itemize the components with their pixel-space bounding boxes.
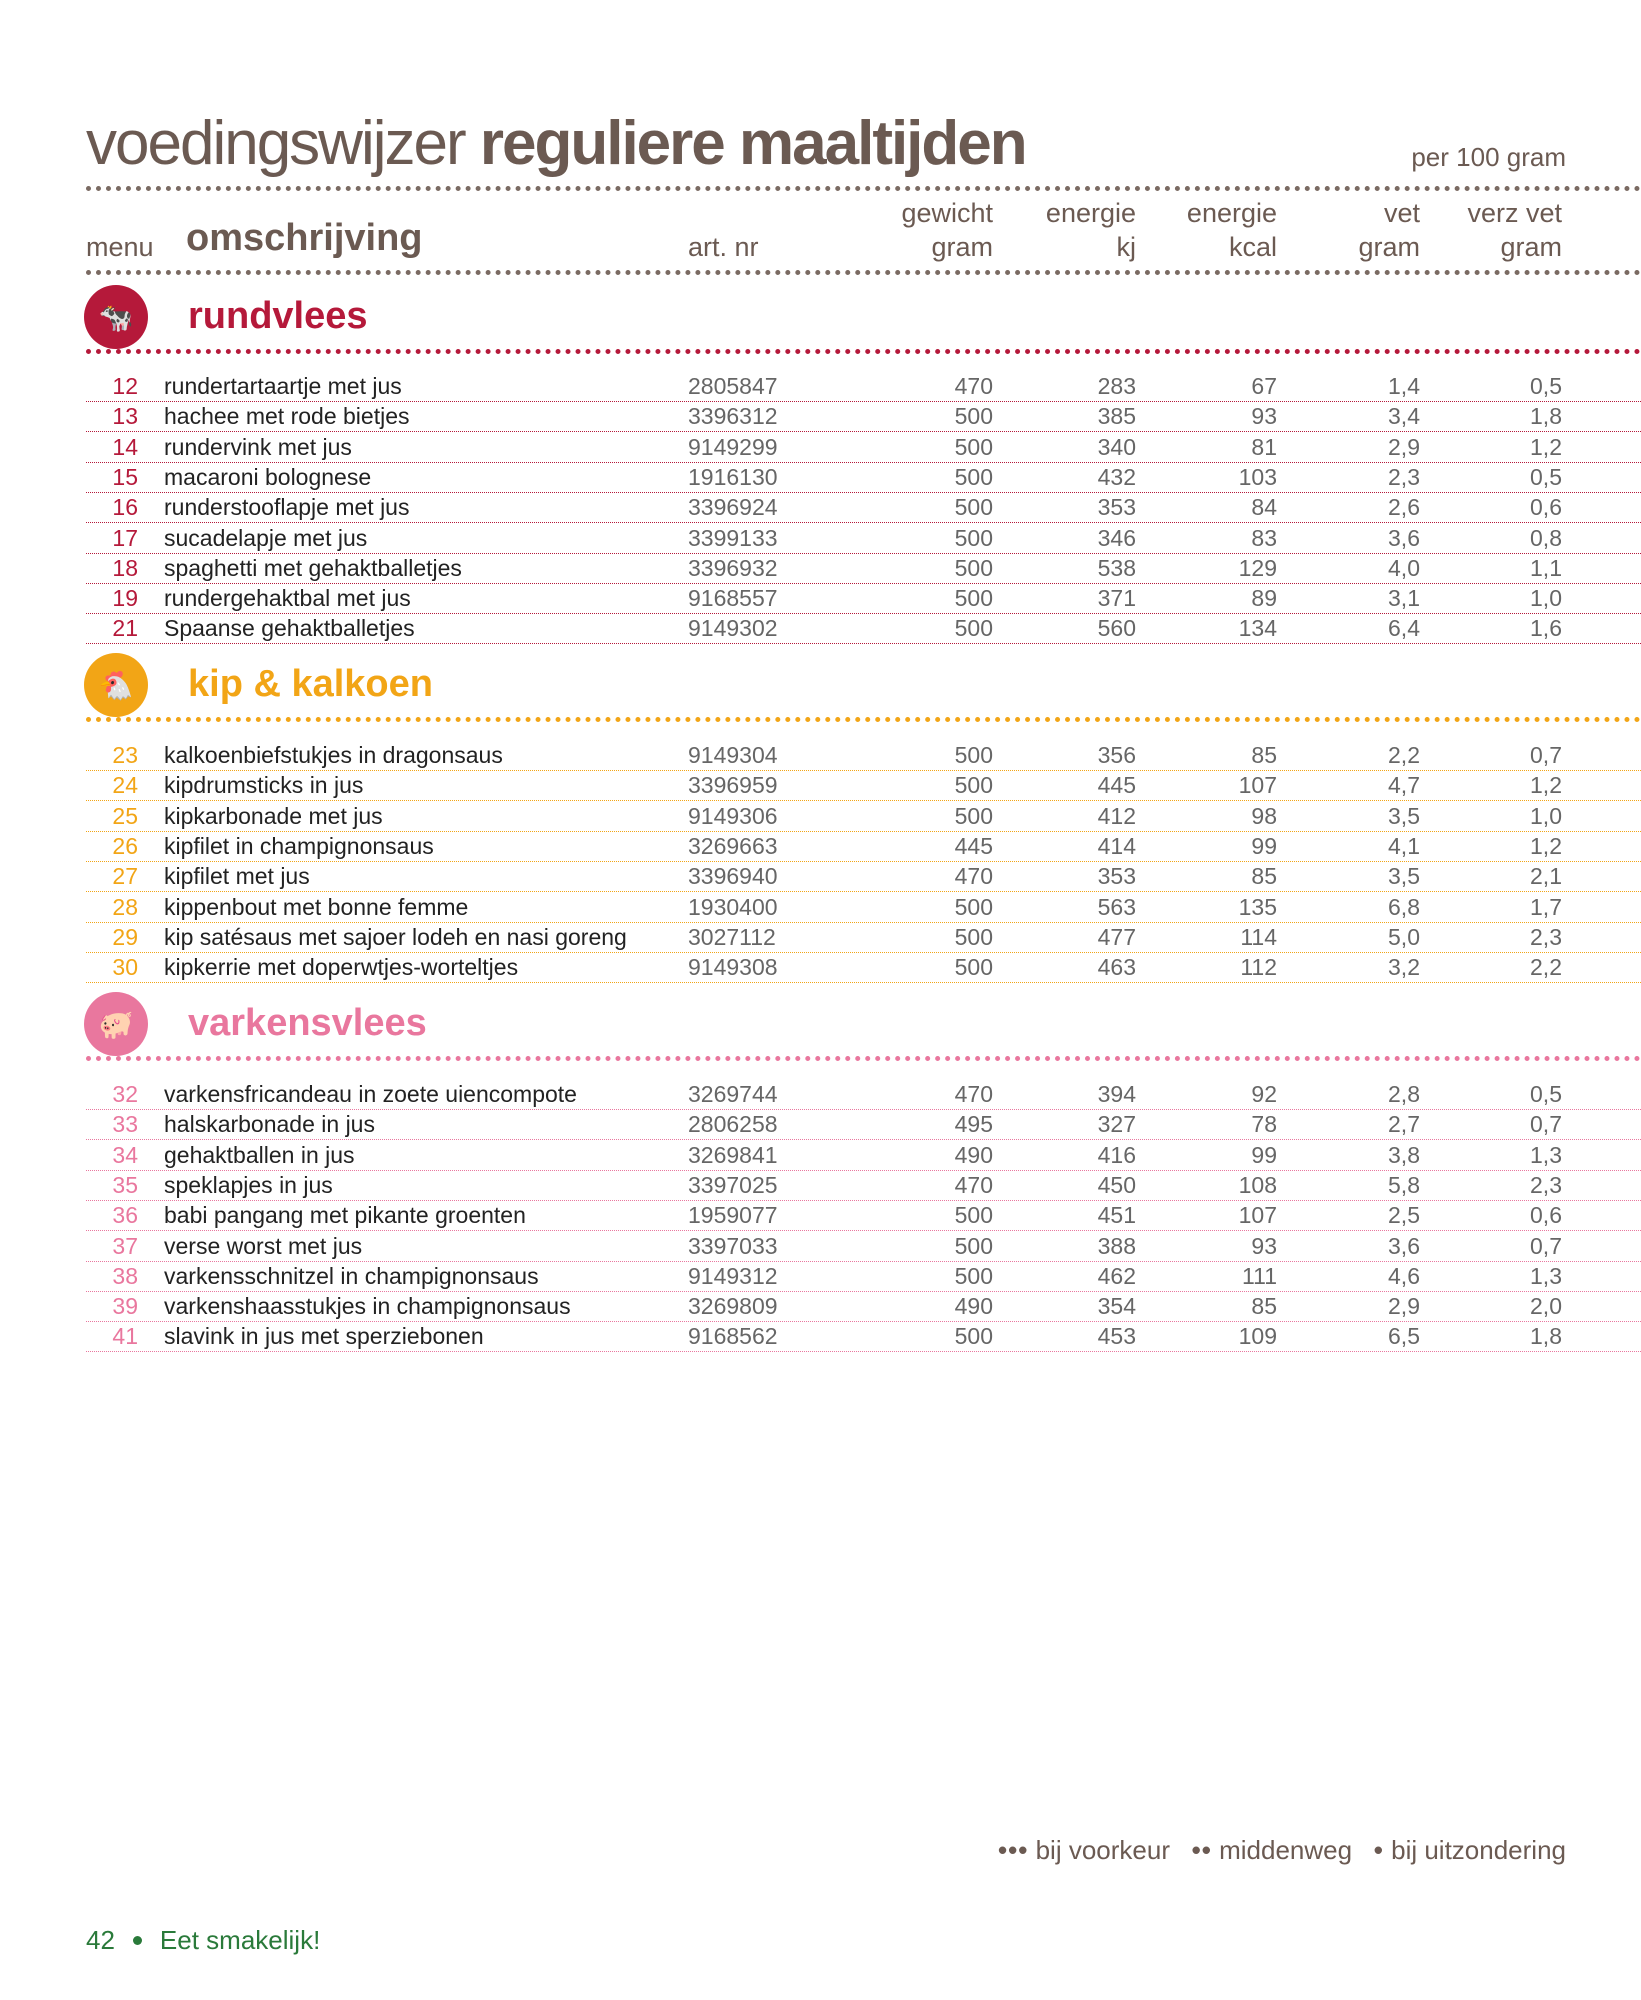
value-gewicht: 500 [954,802,993,829]
header-vet-line1: vet [1383,198,1420,228]
value-verzvet: 1,2 [1530,433,1562,460]
table-row [86,952,1641,983]
header-verzvet-line2: gram [1500,232,1562,262]
value-energie-kcal: 108 [1238,1171,1277,1198]
value-energie-kj: 356 [1097,742,1136,768]
value-energie-kj: 445 [1097,772,1136,799]
menu-number: 28 [112,893,138,920]
value-energie-kj: 327 [1097,1111,1136,1138]
value-vet: 3,2 [1388,954,1420,981]
value-gewicht: 500 [954,923,993,950]
dish-description: kipfilet in champignonsaus [164,832,434,859]
value-verzvet: 0,8 [1530,524,1562,551]
value-gewicht: 470 [954,373,993,399]
value-energie-kj: 416 [1097,1141,1136,1168]
table-row [86,1200,1641,1231]
table-row [86,1231,1641,1262]
value-gewicht: 500 [954,742,993,768]
menu-number: 15 [112,463,138,490]
dish-description: kalkoenbiefstukjes in dragonsaus [164,742,503,768]
value-vet: 5,8 [1388,1171,1420,1198]
value-energie-kj: 412 [1097,802,1136,829]
value-energie-kcal: 109 [1238,1323,1277,1350]
article-number: 3399133 [688,524,778,551]
value-vet: 3,5 [1388,802,1420,829]
value-energie-kcal: 78 [1251,1111,1277,1138]
table-row [86,831,1641,862]
page-number: 42 [86,1925,115,1955]
dish-description: kipfilet met jus [164,863,310,890]
table-row [86,462,1641,493]
value-vet: 2,9 [1388,433,1420,460]
value-gewicht: 500 [954,954,993,981]
value-gewicht: 500 [954,554,993,581]
table-row [86,613,1641,644]
value-energie-kj: 538 [1097,554,1136,581]
header-verzvet-line1: verz vet [1467,198,1562,228]
dish-description: varkenshaasstukjes in champignonsaus [164,1293,571,1320]
value-verzvet: 0,5 [1530,373,1562,399]
value-verzvet: 1,2 [1530,832,1562,859]
value-energie-kj: 340 [1097,433,1136,460]
table-row [86,801,1641,832]
value-verzvet: 1,8 [1530,1323,1562,1350]
value-vet: 3,1 [1388,585,1420,612]
menu-number: 33 [112,1111,138,1138]
value-verzvet: 1,3 [1530,1262,1562,1289]
value-energie-kcal: 67 [1251,373,1277,399]
value-gewicht: 500 [954,615,993,642]
value-vet: 4,0 [1388,554,1420,581]
section-divider [86,349,1641,354]
menu-number: 32 [112,1081,138,1107]
value-vet: 2,7 [1388,1111,1420,1138]
dish-description: kippenbout met bonne femme [164,893,469,920]
article-number: 3397025 [688,1171,778,1198]
value-gewicht: 470 [954,1081,993,1107]
value-gewicht: 495 [954,1111,993,1138]
value-gewicht: 500 [954,494,993,521]
dish-description: rundertartaartje met jus [164,373,402,399]
menu-number: 36 [112,1202,138,1229]
article-number: 2806258 [688,1111,778,1138]
value-energie-kj: 353 [1097,494,1136,521]
menu-number: 39 [112,1293,138,1320]
table-row [86,1079,1641,1110]
table-row [86,892,1641,923]
article-number: 9149304 [688,742,778,768]
value-vet: 1,4 [1388,373,1420,399]
menu-number: 38 [112,1262,138,1289]
value-energie-kj: 414 [1097,832,1136,859]
value-energie-kcal: 85 [1251,742,1277,768]
header-energie-kcal-line2: kcal [1228,232,1277,262]
header-energie-kj-line1: energie [1045,198,1136,228]
menu-number: 18 [112,554,138,581]
divider [86,186,1641,191]
table-row [86,371,1641,402]
dish-description: kip satésaus met sajoer lodeh en nasi goreng [164,923,627,950]
value-energie-kj: 477 [1097,923,1136,950]
value-gewicht: 500 [954,1323,993,1350]
value-energie-kcal: 99 [1251,1141,1277,1168]
value-gewicht: 500 [954,1232,993,1259]
value-gewicht: 500 [954,772,993,799]
value-energie-kcal: 112 [1240,954,1277,981]
value-gewicht: 500 [954,1262,993,1289]
article-number: 9168557 [688,585,778,612]
value-energie-kcal: 135 [1238,893,1277,920]
dish-description: sucadelapje met jus [164,524,368,551]
value-energie-kcal: 92 [1251,1081,1277,1107]
page-title [86,108,1026,179]
article-number: 9149312 [688,1262,778,1289]
value-verzvet: 1,0 [1530,585,1562,612]
value-verzvet: 0,7 [1530,1111,1562,1138]
legend-dots-1: • [1373,1835,1384,1865]
table-row [86,770,1641,801]
value-verzvet: 2,3 [1530,923,1562,950]
table-row [86,740,1641,771]
value-vet: 6,4 [1388,615,1420,642]
section-divider [86,1056,1641,1061]
value-energie-kcal: 84 [1251,494,1277,521]
value-verzvet: 2,2 [1530,954,1562,981]
article-number: 9149299 [688,433,778,460]
value-energie-kj: 394 [1097,1081,1136,1107]
value-verzvet: 1,6 [1530,615,1562,642]
value-gewicht: 500 [954,893,993,920]
value-gewicht: 500 [954,433,993,460]
value-gewicht: 500 [954,403,993,430]
article-number: 9168562 [688,1323,778,1350]
value-energie-kj: 463 [1097,954,1136,981]
dish-description: hachee met rode bietjes [164,403,410,430]
menu-number: 13 [112,403,138,430]
table-row [86,432,1641,463]
dish-description: macaroni bolognese [164,463,372,490]
menu-number: 21 [112,615,138,642]
page-header [86,108,1566,188]
value-energie-kj: 432 [1097,463,1136,490]
article-number: 3269841 [688,1141,778,1168]
value-vet: 4,7 [1388,772,1420,799]
menu-number: 41 [112,1323,138,1350]
article-number: 9149302 [688,615,778,642]
value-verzvet: 1,7 [1530,893,1562,920]
article-number: 3027112 [688,923,776,950]
value-energie-kcal: 83 [1251,524,1277,551]
header-menu: menu [86,232,154,262]
article-number: 2805847 [688,373,778,399]
table-row [86,553,1641,584]
value-verzvet: 1,0 [1530,802,1562,829]
value-gewicht: 500 [954,524,993,551]
value-verzvet: 0,6 [1530,1202,1562,1229]
legend-label-voorkeur: bij voorkeur [1035,1835,1170,1865]
table-row [86,523,1641,554]
dish-description: babi pangang met pikante groenten [164,1202,526,1229]
table-row [86,492,1641,523]
value-gewicht: 445 [954,832,993,859]
menu-number: 29 [112,923,138,950]
pig-icon: 🐖 [84,992,148,1056]
value-vet: 2,9 [1388,1293,1420,1320]
value-energie-kcal: 114 [1240,923,1277,950]
divider [86,270,1641,275]
value-energie-kj: 563 [1097,893,1136,920]
section-title: kip & kalkoen [188,663,433,705]
value-energie-kcal: 99 [1251,832,1277,859]
dish-description: speklapjes in jus [164,1171,333,1198]
value-verzvet: 2,3 [1530,1171,1562,1198]
menu-number: 23 [112,742,138,768]
header-gewicht-line1: gewicht [901,198,993,228]
article-number: 3269744 [688,1081,778,1107]
dish-description: spaghetti met gehaktballetjes [164,554,462,581]
value-gewicht: 470 [954,1171,993,1198]
value-vet: 3,4 [1388,403,1420,430]
article-number: 1930400 [688,893,778,920]
menu-number: 30 [112,954,138,981]
chicken-icon: 🐔 [84,653,148,717]
value-energie-kj: 450 [1097,1171,1136,1198]
value-energie-kcal: 85 [1251,863,1277,890]
table-row [86,1261,1641,1292]
legend-label-middenweg: middenweg [1219,1835,1353,1865]
article-number: 3396312 [688,403,778,430]
dish-description: runderstooflapje met jus [164,494,410,521]
header-gewicht-line2: gram [931,232,993,262]
value-verzvet: 1,3 [1530,1141,1562,1168]
article-number: 9149306 [688,802,778,829]
menu-number: 26 [112,832,138,859]
value-vet: 2,6 [1388,494,1420,521]
section-title: varkensvlees [188,1002,427,1044]
value-vet: 2,5 [1388,1202,1420,1229]
value-energie-kj: 371 [1097,585,1136,612]
article-number: 3396932 [688,554,778,581]
menu-number: 27 [112,863,138,890]
legend-label-uitzondering: bij uitzondering [1391,1835,1566,1865]
header-vet-line2: gram [1358,232,1420,262]
dish-description: rundervink met jus [164,433,352,460]
value-energie-kcal: 85 [1251,1293,1277,1320]
article-number: 3396959 [688,772,778,799]
menu-number: 37 [112,1232,138,1259]
dish-description: Spaanse gehaktballetjes [164,615,415,642]
dish-description: varkensschnitzel in champignonsaus [164,1262,539,1289]
value-vet: 6,8 [1388,893,1420,920]
dish-description: varkensfricandeau in zoete uiencompote [164,1081,577,1107]
value-verzvet: 0,5 [1530,1081,1562,1107]
value-verzvet: 1,8 [1530,403,1562,430]
value-energie-kj: 346 [1097,524,1136,551]
value-energie-kcal: 98 [1251,802,1277,829]
value-energie-kj: 451 [1097,1202,1136,1229]
value-verzvet: 0,6 [1530,494,1562,521]
article-number: 1916130 [688,463,778,490]
header-energie-kcal [1127,196,1277,264]
table-row [86,1140,1641,1171]
value-verzvet: 1,2 [1530,772,1562,799]
menu-number: 12 [112,373,138,399]
value-gewicht: 500 [954,585,993,612]
cow-icon: 🐄 [84,285,148,349]
table-row [86,401,1641,432]
value-energie-kj: 560 [1097,615,1136,642]
value-energie-kcal: 129 [1238,554,1277,581]
value-vet: 4,6 [1388,1262,1420,1289]
value-energie-kcal: 111 [1242,1262,1277,1289]
value-verzvet: 0,7 [1530,742,1562,768]
value-verzvet: 2,0 [1530,1293,1562,1320]
article-number: 3397033 [688,1232,778,1259]
value-vet: 5,0 [1388,923,1420,950]
value-vet: 6,5 [1388,1323,1420,1350]
value-energie-kcal: 107 [1238,772,1277,799]
value-gewicht: 500 [954,1202,993,1229]
value-gewicht: 490 [954,1293,993,1320]
value-energie-kj: 283 [1097,373,1136,399]
table-row [86,922,1641,953]
legend-dots-2: •• [1191,1835,1212,1865]
value-energie-kj: 388 [1097,1232,1136,1259]
table-row [86,861,1641,892]
value-energie-kcal: 93 [1251,403,1277,430]
menu-number: 24 [112,772,138,799]
menu-number: 19 [112,585,138,612]
menu-number: 14 [112,433,138,460]
value-verzvet: 1,1 [1530,554,1562,581]
menu-number: 17 [112,524,138,551]
page-footer [86,1925,320,1956]
header-verzvet [1412,196,1562,264]
table-row [86,583,1641,614]
table-row [86,1170,1641,1201]
title-bold: reguliere maaltijden [479,109,1026,178]
dish-description: halskarbonade in jus [164,1111,375,1138]
legend [998,1835,1566,1866]
article-number: 9149308 [688,954,778,981]
article-number: 3396924 [688,494,778,521]
article-number: 3269663 [688,832,778,859]
dish-description: kipkarbonade met jus [164,802,383,829]
value-vet: 4,1 [1388,832,1420,859]
value-energie-kj: 353 [1097,863,1136,890]
menu-number: 34 [112,1141,138,1168]
legend-dots-3: ••• [998,1835,1029,1865]
value-gewicht: 500 [954,463,993,490]
footer-bullet [133,1936,142,1945]
table-row [86,1291,1641,1322]
article-number: 3269809 [688,1293,778,1320]
value-gewicht: 490 [954,1141,993,1168]
value-energie-kj: 462 [1097,1262,1136,1289]
value-energie-kj: 354 [1097,1293,1136,1320]
article-number: 3396940 [688,863,778,890]
per-unit: per 100 gram [1411,142,1566,172]
value-vet: 3,5 [1388,863,1420,890]
menu-number: 35 [112,1171,138,1198]
value-verzvet: 0,7 [1530,1232,1562,1259]
value-energie-kcal: 134 [1238,615,1277,642]
menu-number: 16 [112,494,138,521]
table-row [86,1321,1641,1352]
dish-description: gehaktballen in jus [164,1141,355,1168]
header-energie-kj-line2: kj [1116,232,1136,262]
value-energie-kcal: 103 [1238,463,1277,490]
value-energie-kcal: 81 [1251,433,1277,460]
value-gewicht: 470 [954,863,993,890]
value-vet: 2,2 [1388,742,1420,768]
value-vet: 2,3 [1388,463,1420,490]
value-energie-kj: 453 [1097,1323,1136,1350]
header-artnr: art. nr [688,232,759,262]
menu-number: 25 [112,802,138,829]
header-omschrijving: omschrijving [186,217,423,259]
dish-description: kipkerrie met doperwtjes-worteltjes [164,954,519,981]
header-gewicht [843,196,993,264]
section-divider [86,717,1641,722]
value-vet: 3,6 [1388,524,1420,551]
footer-text: Eet smakelijk! [159,1925,321,1955]
value-energie-kcal: 93 [1251,1232,1277,1259]
section-title: rundvlees [188,295,368,337]
value-energie-kj: 385 [1097,403,1136,430]
dish-description: slavink in jus met sperziebonen [164,1323,484,1350]
title-light: voedingswijzer [86,109,465,178]
header-energie-kj [986,196,1136,264]
value-verzvet: 2,1 [1530,863,1562,890]
value-vet: 3,8 [1388,1141,1420,1168]
value-vet: 2,8 [1388,1081,1420,1107]
header-vet [1270,196,1420,264]
table-row [86,1109,1641,1140]
dish-description: kipdrumsticks in jus [164,772,364,799]
value-energie-kcal: 89 [1251,585,1277,612]
article-number: 1959077 [688,1202,778,1229]
value-vet: 3,6 [1388,1232,1420,1259]
dish-description: verse worst met jus [164,1232,363,1259]
header-energie-kcal-line1: energie [1186,198,1277,228]
value-energie-kcal: 107 [1238,1202,1277,1229]
value-verzvet: 0,5 [1530,463,1562,490]
dish-description: rundergehaktbal met jus [164,585,411,612]
